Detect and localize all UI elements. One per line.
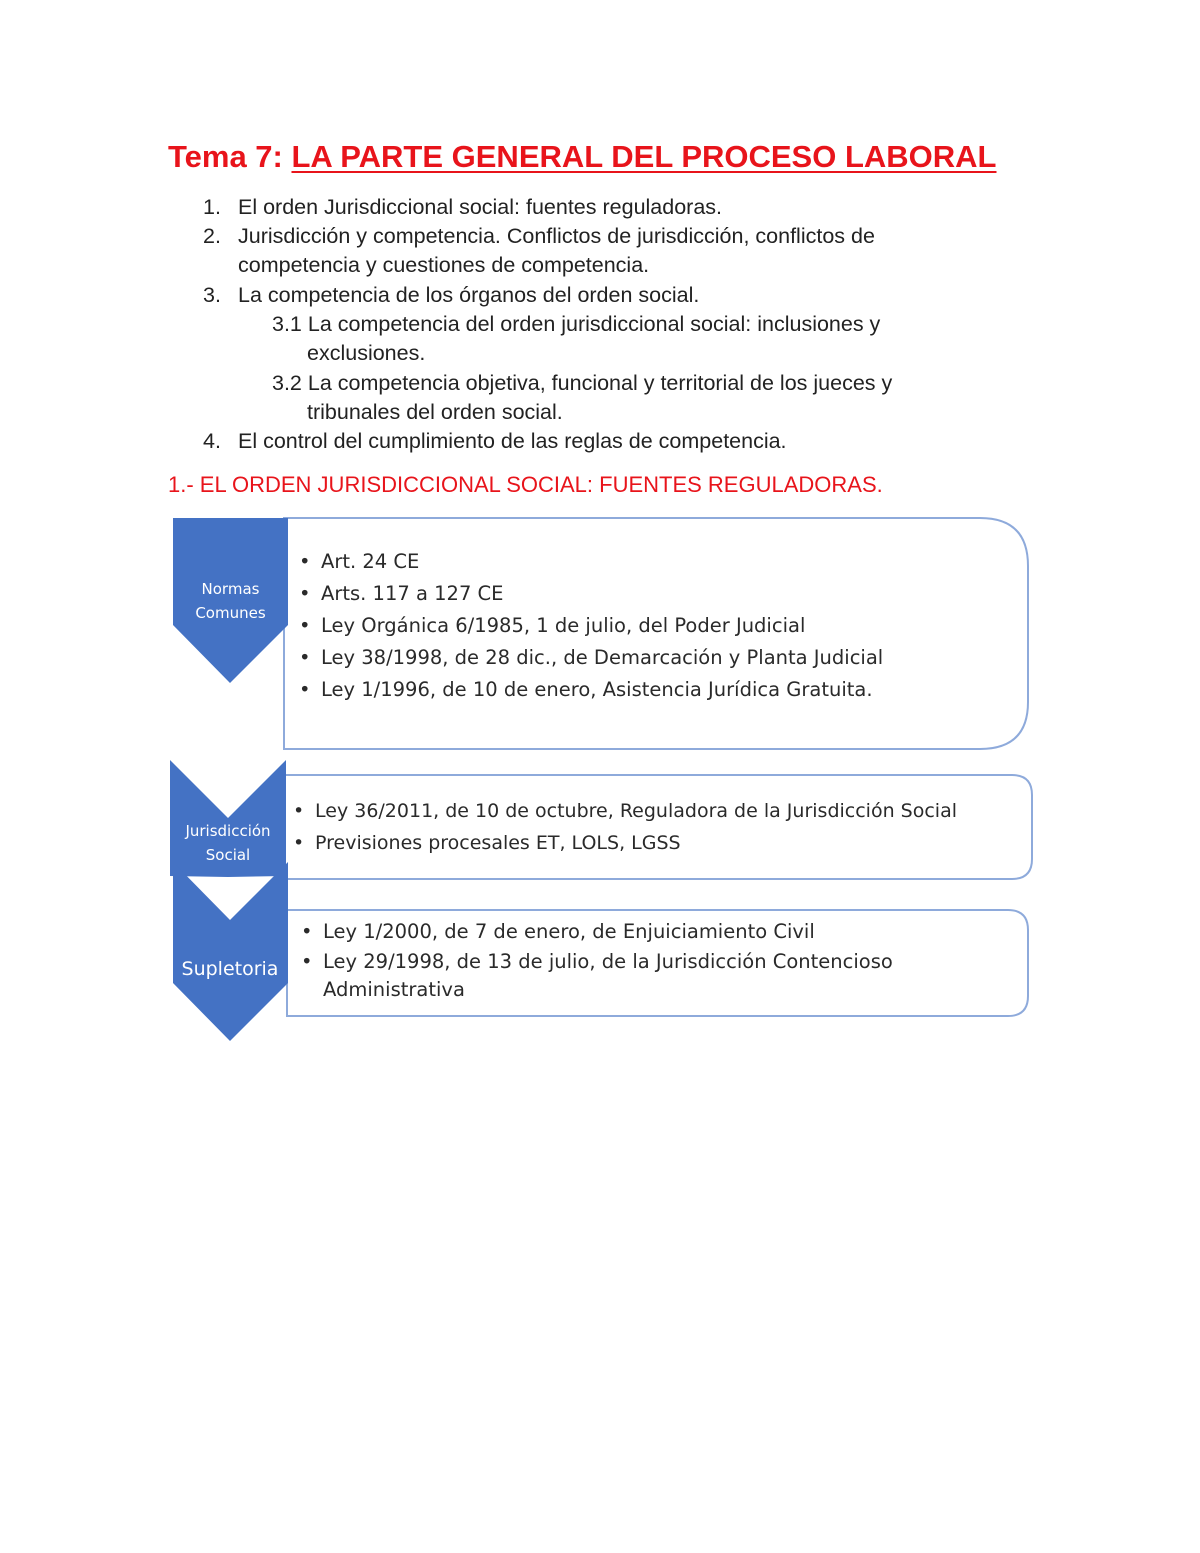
chevron-label-line: Supletoria xyxy=(181,958,279,980)
chevron-label-normas-comunes xyxy=(173,577,288,625)
chevron-label-line: Comunes xyxy=(195,604,266,622)
list-item: • Ley 1/2000, de 7 de enero, de Enjuiciamiento Civil xyxy=(301,920,815,943)
list-item-continuation: Administrativa xyxy=(323,978,465,1001)
list-item: • Ley Orgánica 6/1985, 1 de julio, del Poder Judicial xyxy=(299,614,806,637)
list-item: • Ley 36/2011, de 10 de octubre, Reguladora de la Jurisdicción Social xyxy=(293,800,957,822)
list-item: • Arts. 117 a 127 CE xyxy=(299,582,504,605)
toc-subitem-text: 3.2 La competencia objetiva, funcional y territorial de los jueces y xyxy=(272,371,893,395)
section-heading: 1.- EL ORDEN JURISDICCIONAL SOCIAL: FUENTES REGULADORAS. xyxy=(168,472,883,497)
toc-item-number: 1. xyxy=(203,195,221,219)
toc-item-number: 4. xyxy=(203,429,221,453)
list-item: • Ley 38/1998, de 28 dic., de Demarcación y Planta Judicial xyxy=(299,646,884,669)
toc-item-number: 3. xyxy=(203,283,221,307)
title-prefix: Tema 7: xyxy=(168,139,292,174)
group-items-jurisdiccion-social xyxy=(293,795,957,859)
list-item: • Ley 1/1996, de 10 de enero, Asistencia Jurídica Gratuita. xyxy=(299,678,873,701)
chevron-label-supletoria xyxy=(168,955,292,983)
toc-subitem-text: 3.1 La competencia del orden jurisdiccional social: inclusiones y xyxy=(272,312,881,336)
toc-item-text: El orden Jurisdiccional social: fuentes reguladoras. xyxy=(238,195,723,219)
toc-item-text: Jurisdicción y competencia. Conflictos de jurisdicción, conflictos de xyxy=(238,224,875,248)
chevron-label-line: Jurisdicción xyxy=(185,822,271,840)
toc-item-text: competencia y cuestiones de competencia. xyxy=(238,253,650,277)
chevron-supletoria xyxy=(173,862,288,1041)
list-item: • Previsiones procesales ET, LOLS, LGSS xyxy=(293,832,681,854)
title-main: LA PARTE GENERAL DEL PROCESO LABORAL xyxy=(291,139,997,174)
chevron-label-line: Social xyxy=(205,846,251,864)
chevron-label-jurisdiccion-social xyxy=(170,819,286,867)
list-item: • Art. 24 CE xyxy=(299,550,420,573)
group-items-supletoria xyxy=(301,917,893,1003)
chevron-label-line: Normas xyxy=(201,580,260,598)
toc-item-text: La competencia de los órganos del orden social. xyxy=(238,283,700,307)
toc-subitem-text: exclusiones. xyxy=(307,341,426,365)
toc-item-number: 2. xyxy=(203,224,221,248)
toc-item-text: El control del cumplimiento de las reglas de competencia. xyxy=(238,429,787,453)
group-items-normas-comunes xyxy=(299,546,883,706)
list-item: • Ley 29/1998, de 13 de julio, de la Jurisdicción Contencioso xyxy=(301,950,893,973)
toc-subitem-text: tribunales del orden social. xyxy=(307,400,563,424)
